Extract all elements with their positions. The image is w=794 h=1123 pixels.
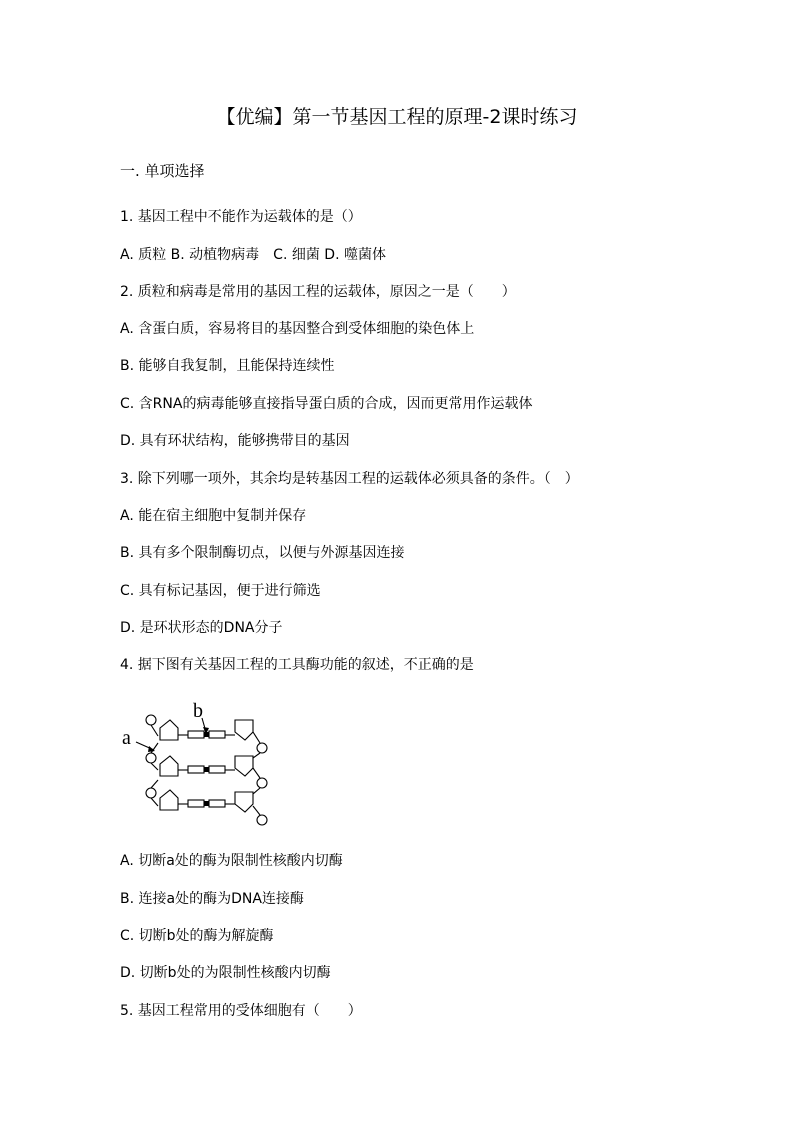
q4-option-c: C. 切断b处的酶为解旋酶	[120, 928, 274, 944]
q2-stem: 2. 质粒和病毒是常用的基因工程的运载体，原因之一是（ ）	[120, 284, 516, 300]
q4-stem: 4. 据下图有关基因工程的工具酶功能的叙述，不正确的是	[120, 657, 474, 673]
q1-stem: 1. 基因工程中不能作为运载体的是（）	[120, 209, 362, 225]
q4-option-d: D. 切断b处的为限制性核酸内切酶	[120, 965, 331, 981]
q2-option-d: D. 具有环状结构，能够携带目的基因	[120, 433, 350, 449]
q1-options: A. 质粒 B. 动植物病毒 C. 细菌 D. 噬菌体	[120, 247, 386, 263]
figure-label-a: a	[122, 727, 131, 749]
q2-option-b: B. 能够自我复制，且能保持连续性	[120, 358, 335, 374]
q3-option-d: D. 是环状形态的DNA分子	[120, 620, 283, 636]
q3-option-b: B. 具有多个限制酶切点，以便与外源基因连接	[120, 545, 405, 561]
q2-option-a: A. 含蛋白质，容易将目的基因整合到受体细胞的染色体上	[120, 321, 475, 337]
q3-stem: 3. 除下列哪一项外，其余均是转基因工程的运载体必须具备的条件。（ ）	[120, 471, 579, 487]
dna-structure-figure	[118, 698, 278, 828]
q3-option-c: C. 具有标记基因，便于进行筛选	[120, 583, 321, 599]
q4-option-b: B. 连接a处的酶为DNA连接酶	[120, 891, 304, 907]
q5-stem: 5. 基因工程常用的受体细胞有（ ）	[120, 1003, 362, 1019]
section-heading: 一. 单项选择	[120, 162, 205, 180]
page-title: 【优编】第一节基因工程的原理-2课时练习	[216, 106, 578, 128]
figure-label-b: b	[193, 700, 203, 722]
q4-option-a: A. 切断a处的酶为限制性核酸内切酶	[120, 853, 343, 869]
q2-option-c: C. 含RNA的病毒能够直接指导蛋白质的合成，因而更常用作运载体	[120, 396, 533, 412]
q3-option-a: A. 能在宿主细胞中复制并保存	[120, 508, 307, 524]
